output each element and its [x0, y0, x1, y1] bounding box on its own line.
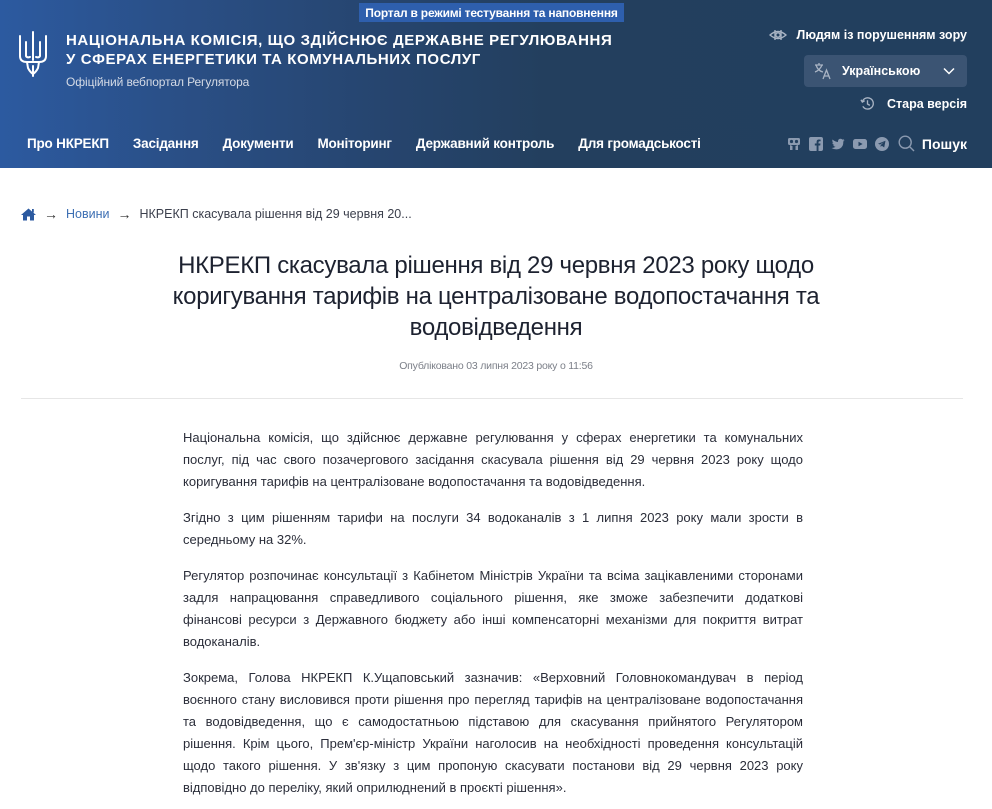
eye-icon [769, 29, 787, 41]
breadcrumb-separator: → [117, 206, 132, 222]
organization-subtitle: Офіційний вебпортал Регулятора [66, 75, 250, 89]
site-header [0, 0, 992, 168]
chevron-down-icon [943, 67, 955, 75]
vision-impaired-link[interactable] [769, 28, 967, 42]
published-date: Опубліковано 03 липня 2023 року о 11:56 [399, 360, 593, 372]
language-selected: Українською [842, 64, 921, 78]
trident-logo-icon[interactable] [17, 30, 49, 78]
divider [21, 398, 963, 399]
nav-item-documents[interactable]: Документи [222, 136, 294, 151]
old-version-label: Стара версія [887, 96, 967, 111]
article-title: НКРЕКП скасувала рішення від 29 червня 2023 року щодо коригування тарифів на централізоване водопостачання та водовідведення [172, 252, 820, 341]
vision-impaired-label: Людям із порушенням зору [796, 28, 967, 42]
translate-icon [814, 62, 832, 80]
nav-item-state-control[interactable]: Державний контроль [415, 136, 555, 151]
breadcrumb-current: НКРЕКП скасувала рішення від 29 червня 20... [139, 207, 412, 221]
search-button[interactable]: Пошук [921, 135, 967, 152]
home-icon[interactable] [21, 208, 36, 221]
language-dropdown[interactable] [804, 55, 967, 87]
search-icon[interactable] [898, 135, 915, 152]
social-links [787, 135, 967, 152]
article-paragraph: Регулятор розпочинає консультації з Кабінетом Міністрів України та всіма зацікавленими сторонами задля напрацювання справедливого соціального рішення, яке зможе забезпечити додаткові фінансові ресурси з Державного бюджету або інші компенсаторні механізми для покриття витрат водоканалів. [183, 568, 803, 649]
main-navigation [27, 136, 701, 151]
test-mode-banner: Портал в режимі тестування та наповнення [359, 3, 624, 22]
breadcrumb-separator: → [44, 206, 58, 222]
facebook-icon[interactable] [809, 137, 823, 151]
article-body [183, 427, 803, 809]
article-paragraph: Національна комісія, що здійснює державне регулювання у сферах енергетики та комунальних послуг, під час свого позачергового засідання скасувала рішення від 29 червня 2023 року щодо коригування тарифів на централізоване водопостачання та водовідведення. [183, 430, 803, 489]
nav-item-about[interactable]: Про НКРЕКП [27, 136, 109, 151]
article-paragraph: Згідно з цим рішенням тарифи на послуги 34 водоканалів з 1 липня 2023 року мали зрости в середньому на 32%. [183, 510, 803, 547]
nav-item-public[interactable]: Для громадськості [578, 136, 701, 151]
youtube-icon[interactable] [853, 137, 867, 151]
breadcrumb [21, 206, 412, 222]
organization-title[interactable]: НАЦІОНАЛЬНА КОМІСІЯ, ЩО ЗДІЙСНЮЄ ДЕРЖАВНЕ РЕГУЛЮВАННЯ У СФЕРАХ ЕНЕРГЕТИКИ ТА КОМУНАЛЬНИХ ПОСЛУГ [66, 32, 613, 68]
telegram-icon[interactable] [875, 137, 889, 151]
old-version-link[interactable] [860, 96, 967, 111]
twitter-icon[interactable] [831, 137, 845, 151]
breadcrumb-news-link[interactable]: Новини [66, 207, 110, 221]
nav-item-meetings[interactable]: Засідання [132, 136, 199, 151]
slideshare-icon[interactable] [787, 137, 801, 151]
history-icon [860, 96, 875, 111]
article-paragraph: Зокрема, Голова НКРЕКП К.Ущаповський зазначив: «Верховний Головнокомандувач в період воєнного стану висловився проти рішення про перегляд тарифів на централізоване водопостачання та водовідведення, що є самодостатньою підставою для скасування прийнятого Регулятором рішення. Крім цього, Прем'єр-міністр України наголосив на необхідності проведення консультацій щодо такого рішення. У зв'язку з цим пропоную скасувати постанови від 29 червня 2023 року відповідно до переліку, який оприлюднений в проєкті рішення». [183, 670, 803, 795]
nav-item-monitoring[interactable]: Моніторинг [317, 136, 392, 151]
